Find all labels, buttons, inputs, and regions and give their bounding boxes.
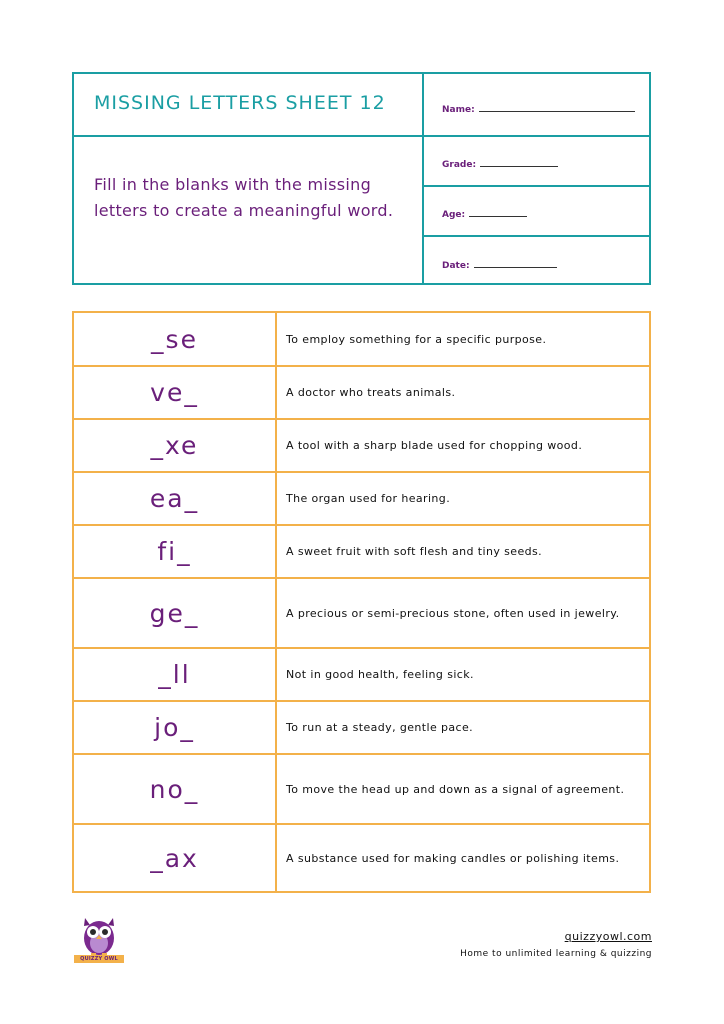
word-clue: To employ something for a specific purpose.	[286, 333, 547, 346]
word-clue: The organ used for hearing.	[286, 492, 451, 505]
missing-word[interactable]: _ax	[150, 844, 199, 873]
missing-word[interactable]: ea_	[149, 484, 200, 513]
table-row	[74, 366, 649, 419]
missing-word[interactable]: ve_	[150, 378, 199, 407]
logo-text: QUIZZY OWL	[80, 956, 118, 962]
table-row	[74, 472, 649, 525]
date-field[interactable]	[442, 257, 557, 271]
missing-word[interactable]: ge_	[149, 598, 200, 628]
header-divider	[424, 135, 649, 137]
logo-banner	[74, 955, 124, 963]
date-label: Date:	[442, 261, 470, 271]
grade-label: Grade:	[442, 160, 477, 170]
date-blank[interactable]	[474, 257, 557, 268]
table-row	[74, 754, 649, 824]
header-divider	[424, 235, 649, 237]
header-vertical-divider	[422, 74, 424, 283]
missing-word[interactable]: no_	[149, 774, 200, 804]
word-clue: To move the head up and down as a signal of agreement.	[286, 782, 625, 796]
missing-word[interactable]: jo_	[154, 713, 195, 742]
name-field[interactable]	[442, 101, 635, 115]
name-blank[interactable]	[479, 101, 635, 112]
missing-word[interactable]: fi_	[157, 537, 192, 566]
table-row	[74, 701, 649, 754]
table-row	[74, 824, 649, 893]
site-link[interactable]: quizzyowl.com	[564, 930, 652, 943]
word-clue: A substance used for making candles or polishing items.	[286, 852, 620, 865]
table-row	[74, 419, 649, 472]
header-divider	[424, 185, 649, 187]
grade-field[interactable]	[442, 156, 558, 170]
header-divider	[74, 135, 422, 137]
word-clue: To run at a steady, gentle pace.	[286, 721, 474, 734]
worksheet-title: MISSING LETTERS SHEET 12	[94, 92, 386, 114]
missing-word[interactable]: _ll	[158, 660, 191, 689]
quizzy-owl-logo	[74, 912, 124, 964]
word-clue: A precious or semi-precious stone, often used in jewelry.	[286, 606, 620, 620]
site-tagline: Home to unlimited learning & quizzing	[460, 949, 652, 959]
word-clue: Not in good health, feeling sick.	[286, 668, 474, 681]
word-clue: A sweet fruit with soft flesh and tiny seeds.	[286, 545, 543, 558]
age-label: Age:	[442, 210, 466, 220]
missing-word[interactable]: _se	[151, 325, 198, 354]
age-blank[interactable]	[469, 206, 527, 217]
word-table	[72, 311, 651, 893]
table-row	[74, 313, 649, 366]
instructions-text: Fill in the blanks with the missing letters to create a meaningful word.	[94, 175, 394, 220]
word-clue: A tool with a sharp blade used for chopping wood.	[286, 439, 583, 452]
table-row	[74, 525, 649, 578]
age-field[interactable]	[442, 206, 527, 220]
name-label: Name:	[442, 105, 475, 115]
word-clue: A doctor who treats animals.	[286, 386, 456, 399]
missing-word[interactable]: _xe	[150, 431, 199, 460]
table-row	[74, 578, 649, 648]
worksheet-header	[72, 72, 651, 285]
grade-blank[interactable]	[480, 156, 558, 167]
table-row	[74, 648, 649, 701]
